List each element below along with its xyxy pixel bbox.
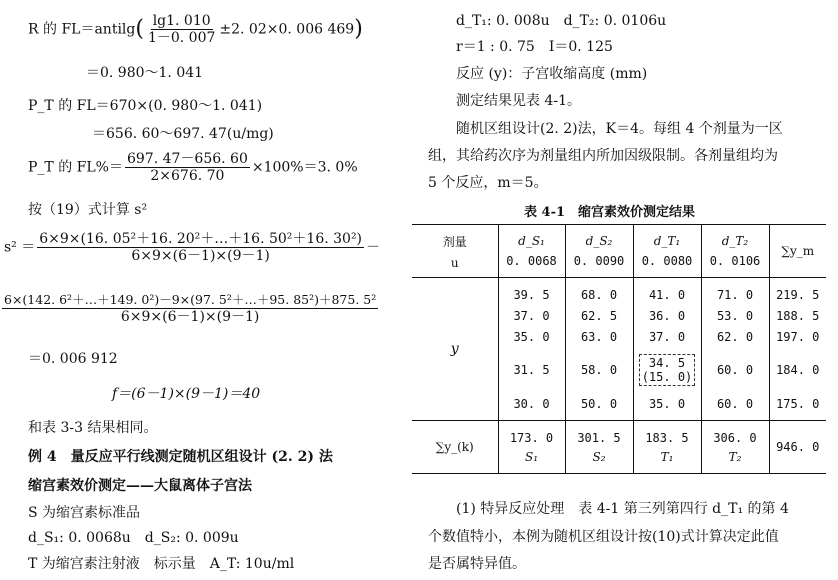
table-sum-row [412,421,826,474]
s2-equation [4,232,380,263]
table-cell: 184. 0 [776,363,820,377]
f-equation: f＝(6－1)×(9－1)＝40 [112,386,261,402]
para1-line1: 随机区组设计(2. 2)法，K＝4。每组 4 个剂量为一区 [456,121,783,137]
col-values-ds2 [565,278,633,421]
sum-label: S₂ [592,449,606,464]
r-i-values: r＝1 : 0. 75 I＝0. 125 [456,39,613,55]
col-values-dt1 [633,278,701,421]
table-cell: 62. 5 [580,308,618,323]
dose-header-label: 剂量 [442,234,467,249]
para2-line2: 个数值特小，本例为随机区组设计按(10)式计算决定此值 [428,529,779,545]
response-def: 反应 (y)：子宫收缩高度 (mm) [456,66,648,82]
col-header-dt1 [633,225,701,278]
col-header-ds2 [565,225,633,278]
col-dose: 0. 0090 [573,254,625,268]
sum-cell-s2 [565,421,633,474]
table-cell: 37. 0 [648,329,686,344]
table-cell: 188. 5 [776,308,820,323]
s2-intro: 按（19）式计算 s² [28,202,148,218]
pt-flpct-tail: ×100%＝3. 0% [251,159,358,176]
r-fl-lead: R 的 FL＝antilg [28,21,136,38]
pt-fl-line2: ＝656. 60～697. 47(u/mg) [92,126,274,142]
table-cell: 39. 5 [513,287,550,302]
table-cell: 71. 0 [716,287,754,302]
table-body-row [412,278,826,421]
pt-fl-line1: P_T 的 FL＝670×(0. 980～1. 041) [28,98,263,114]
col-header-dt2 [701,225,769,278]
table-cell: 219. 5 [776,287,820,302]
t-definition: T 为缩宫素注射液 标示量 A_T: 10u/ml [28,556,295,572]
r-fl-num: lg1. 010 [152,13,211,29]
sum-label: S₁ [524,449,539,464]
col-dose: 0. 0106 [709,254,761,268]
table-cell: 30. 0 [513,396,550,411]
table-cell: 175. 0 [776,396,820,411]
para2-line3: 是否属特异值。 [428,556,526,572]
sum-value: 306. 0 [713,430,757,445]
table-cell: 35. 0 [513,329,550,344]
s2-tail: － [366,239,381,256]
s2-fraction [37,232,364,263]
s2-num: 6×9×(16. 05²＋16. 20²＋…＋16. 50²＋16. 30²) [39,231,363,247]
col-dose: 0. 0080 [641,254,693,268]
col-label: d_T₁ [653,234,681,248]
table-cell: 58. 0 [580,363,618,377]
col-header-ds1 [498,225,565,278]
sum-value: 173. 0 [509,430,554,445]
table-cell: 63. 0 [580,329,618,344]
table-cell: 60. 0 [716,363,754,377]
sum-label: T₁ [660,449,674,464]
para1-line2: 组，其给药次序为剂量组内所加因级限制。各剂量组均为 [428,148,778,164]
col-values-dt2 [701,278,769,421]
grand-total: 946. 0 [769,421,826,474]
pt-flpct-lead: P_T 的 FL%＝ [28,159,123,176]
see-table: 测定结果见表 4-1。 [456,93,581,109]
special-value-cell [634,347,701,393]
table-cell: 41. 0 [648,287,686,302]
sum-label: T₂ [728,449,742,464]
r-fl-fraction [146,14,217,45]
pt-flpct-den: 2×676. 70 [150,168,225,184]
s2-equation-2 [0,294,380,324]
example-subheading: 缩宫素效价测定——大鼠离体子宫法 [28,478,252,494]
col-values-sum [769,278,826,421]
y-label: y [412,278,498,421]
dose-header [412,225,498,278]
table-4-1 [412,224,826,474]
paren-open: ( [135,16,144,42]
table-cell: 68. 0 [580,287,618,302]
pt-flpct-equation [28,152,358,183]
table-cell: 50. 0 [580,396,618,411]
table-cell: 35. 0 [648,396,686,411]
pt-flpct-num: 697. 47－656. 60 [126,151,248,167]
para2-line1: (1) 特异反应处理 表 4-1 第三列第四行 d_T₁ 的第 4 [456,501,789,517]
pt-flpct-fraction [125,152,250,183]
s2-den: 6×9×(6－1)×(9－1) [131,248,270,264]
sum-col-header: ∑y_m [769,225,826,278]
r-fl-equation [28,14,363,45]
r-fl-tail: ±2. 02×0. 006 469 [219,21,355,38]
dose-header-unit: u [450,255,459,270]
col-label: d_S₁ [518,234,545,248]
r-fl-result: ＝0. 980～1. 041 [86,65,204,81]
table-header-row [412,225,826,278]
table-cell: 36. 0 [648,308,686,323]
table-cell: 60. 0 [716,396,754,411]
sum-row-label: ∑y_(k) [412,421,498,474]
s-definition: S 为缩宫素标准品 [28,505,141,521]
sum-cell-s1 [498,421,565,474]
r-fl-den: 1－0. 007 [147,30,216,46]
col-dose: 0. 0068 [506,254,557,268]
table-cell: 53. 0 [716,308,754,323]
special-value-box [639,354,696,387]
s2-fraction-2 [2,294,378,324]
s2-lead: s² ＝ [4,239,36,256]
s2-result: ＝0. 006 912 [28,351,118,367]
dt-values: d_T₁: 0. 008u d_T₂: 0. 0106u [456,13,667,29]
same-result: 和表 3-3 结果相同。 [28,420,158,436]
sum-value: 301. 5 [577,430,621,445]
s2-num-2: 6×(142. 6²＋…＋149. 0²)－9×(97. 5²＋…＋95. 85²)＋875. 5² [4,292,377,307]
table-cell: 37. 0 [513,308,550,323]
table-cell: 31. 5 [513,363,550,377]
sum-cell-t1 [633,421,701,474]
para1-line3: 5 个反应，m＝5。 [428,175,548,191]
col-values-ds1 [498,278,565,421]
special-value: 34. 5 [648,355,686,370]
s2-den-2: 6×9×(6－1)×(9－1) [120,308,260,325]
example-heading: 例 4 量反应平行线测定随机区组设计 (2. 2) 法 [28,449,333,465]
sum-cell-t2 [701,421,769,474]
table-cell: 62. 0 [716,329,754,344]
col-label: d_T₂ [721,234,749,248]
paren-close: ) [354,16,363,42]
ds-values: d_S₁: 0. 0068u d_S₂: 0. 009u [28,530,239,546]
special-value-extra: (15. 0) [641,370,693,384]
col-label: d_S₂ [585,234,613,248]
table-cell: 197. 0 [776,329,820,344]
table-title: 表 4-1 缩宫素效价测定结果 [524,205,696,220]
sum-value: 183. 5 [645,430,689,445]
